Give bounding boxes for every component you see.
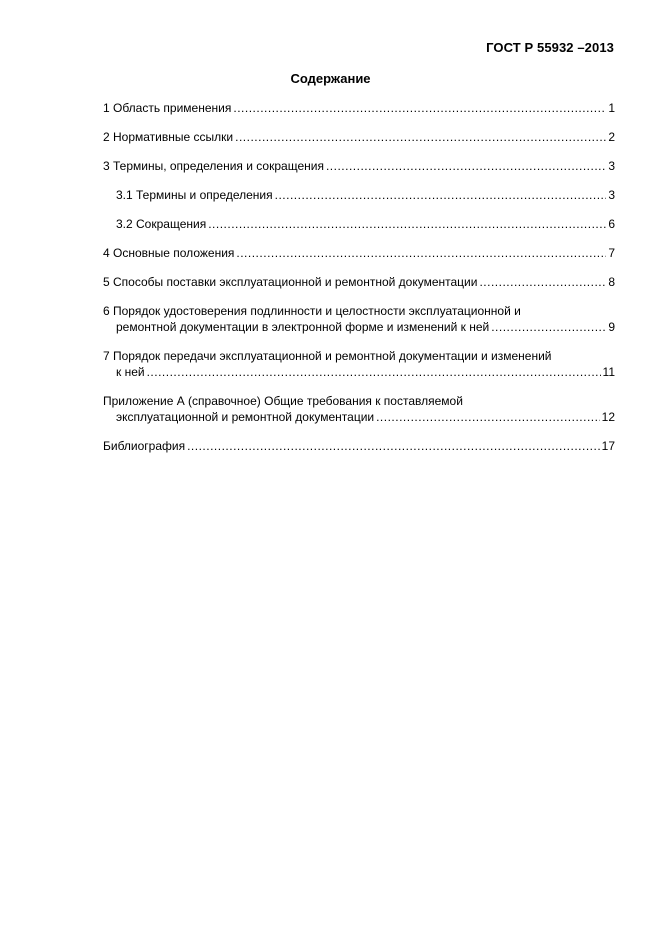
- toc-entry[interactable]: [103, 129, 615, 145]
- toc-entry[interactable]: [103, 100, 615, 116]
- toc-entry-row: [103, 245, 615, 261]
- toc-entry[interactable]: [103, 303, 615, 335]
- dot-leader: [376, 409, 600, 425]
- toc-entry-text: 2 Нормативные ссылки: [103, 130, 234, 144]
- toc-entry-text: эксплуатационной и ремонтной документации: [116, 410, 375, 424]
- toc-entry[interactable]: [103, 438, 615, 454]
- toc-page-number: 8: [608, 275, 615, 289]
- toc-entry-row: [103, 158, 615, 174]
- toc-entry-row: [103, 129, 615, 145]
- toc-title: Содержание: [290, 71, 371, 86]
- dot-leader: [208, 216, 606, 232]
- toc-entry[interactable]: [103, 348, 615, 380]
- toc-entry[interactable]: [103, 216, 615, 232]
- dot-leader: [275, 187, 607, 203]
- dot-leader: [479, 274, 606, 290]
- standard-code: ГОСТ Р 55932 –2013: [486, 40, 614, 55]
- dot-leader: [147, 364, 601, 380]
- toc-entry-text: 5 Способы поставки эксплуатационной и ремонтной документации: [103, 275, 478, 289]
- toc-entry-text: 6 Порядок удостоверения подлинности и целостности эксплуатационной и: [103, 304, 521, 318]
- toc-entry-row: [103, 409, 615, 425]
- toc-entry-text: к ней: [116, 365, 145, 379]
- toc-entry-text: 7 Порядок передачи эксплуатационной и ремонтной документации и изменений: [103, 349, 552, 363]
- toc-entry-row: [116, 187, 615, 203]
- toc-entry-text: 3 Термины, определения и сокращения: [103, 159, 324, 173]
- dot-leader: [491, 319, 606, 335]
- toc-entry-row: [103, 319, 615, 335]
- toc-entry-text: 1 Область применения: [103, 101, 232, 115]
- toc-entry-text: ремонтной документации в электронной форме и изменений к ней: [116, 320, 490, 334]
- toc-entry-text: Приложение А (справочное) Общие требования к поставляемой: [103, 394, 463, 408]
- toc-entry-text: 4 Основные положения: [103, 246, 235, 260]
- toc-entry-text: 3.1 Термины и определения: [116, 188, 273, 202]
- toc-entry-row: [103, 438, 615, 454]
- dot-leader: [326, 158, 606, 174]
- toc-page-number: 7: [608, 246, 615, 260]
- dot-leader: [235, 129, 606, 145]
- toc-page-number: 3: [608, 159, 615, 173]
- toc-entry[interactable]: [103, 158, 615, 174]
- toc-entry[interactable]: [103, 274, 615, 290]
- dot-leader: [187, 438, 600, 454]
- toc-page-number: 12: [601, 410, 615, 424]
- toc-entry-row: [103, 274, 615, 290]
- toc-entry-row: [103, 100, 615, 116]
- toc-entry-text: Библиография: [103, 439, 186, 453]
- toc-page-number: 9: [608, 320, 615, 334]
- toc-entry-row: [116, 216, 615, 232]
- toc-page-number: 17: [601, 439, 615, 453]
- toc-page-number: 11: [602, 365, 615, 379]
- toc-entry[interactable]: [103, 393, 615, 425]
- toc-page-number: 2: [608, 130, 615, 144]
- toc-page-number: 6: [608, 217, 615, 231]
- toc-entry-text: 3.2 Сокращения: [116, 217, 207, 231]
- toc-entry[interactable]: [103, 245, 615, 261]
- table-of-contents: [103, 100, 615, 467]
- dot-leader: [233, 100, 606, 116]
- toc-page-number: 1: [608, 101, 615, 115]
- dot-leader: [236, 245, 606, 261]
- toc-page-number: 3: [608, 188, 615, 202]
- toc-entry-row: [103, 364, 615, 380]
- toc-entry[interactable]: [103, 187, 615, 203]
